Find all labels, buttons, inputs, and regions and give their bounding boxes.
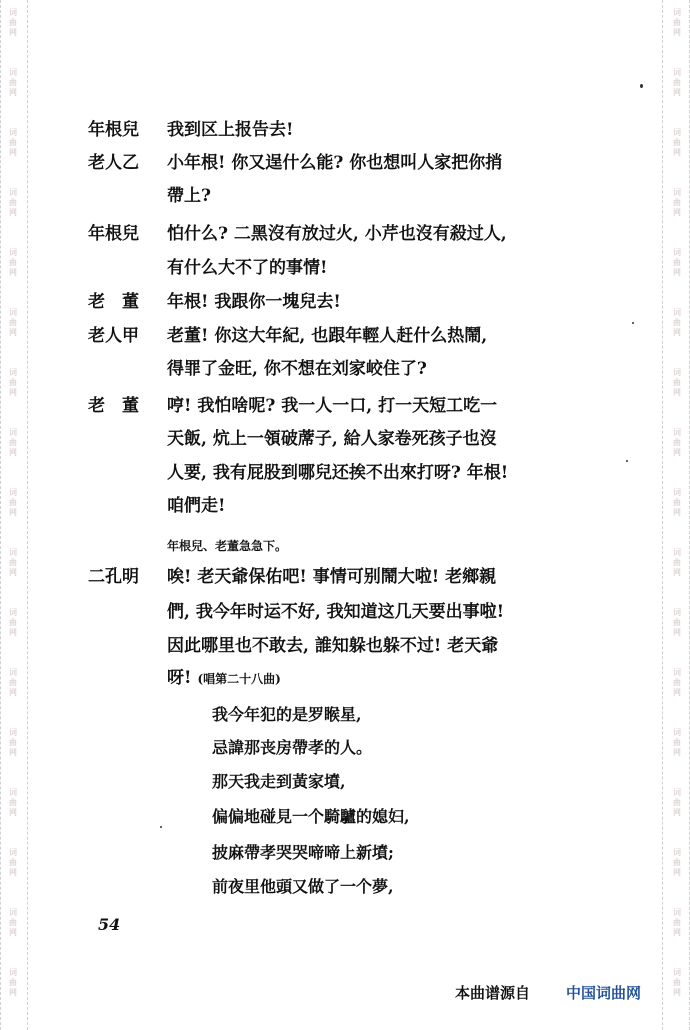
watermark-glyph: 词	[673, 308, 681, 317]
watermark-glyph: 词	[673, 788, 681, 797]
dialogue-text: 得罪了金旺, 你不想在刘家峧住了?	[167, 359, 427, 379]
watermark-glyph: 网	[9, 388, 17, 397]
watermark-glyph: 网	[673, 28, 681, 37]
source-label: 本曲谱源自	[455, 984, 531, 1002]
watermark-glyph: 曲	[673, 318, 681, 327]
watermark-glyph: 网	[9, 328, 17, 337]
watermark-glyph: 曲	[9, 438, 17, 447]
watermark-glyph: 曲	[673, 978, 681, 987]
dialogue-text: 唉! 老天爺保佑吧! 事情可别鬧大啦! 老鄉親	[167, 567, 497, 587]
watermark-glyph: 网	[673, 148, 681, 157]
speaker-label: 老人甲	[88, 326, 139, 346]
watermark-glyph: 曲	[9, 558, 17, 567]
watermark-glyph: 曲	[9, 18, 17, 27]
watermark-glyph: 网	[673, 928, 681, 937]
watermark-glyph: 网	[9, 508, 17, 517]
watermark-glyph: 曲	[673, 498, 681, 507]
watermark-glyph: 词	[9, 668, 17, 677]
watermark-glyph: 曲	[9, 978, 17, 987]
watermark-glyph: 曲	[9, 798, 17, 807]
watermark-glyph: 词	[673, 548, 681, 557]
dialogue-text: 們, 我今年时运不好, 我知道这几天要出事啦!	[167, 602, 505, 622]
watermark-glyph: 网	[673, 568, 681, 577]
watermark-glyph: 曲	[9, 78, 17, 87]
dialogue-text: 天飯, 炕上一領破蓆子, 給人家卷死孩子也沒	[167, 429, 497, 449]
watermark-glyph: 词	[673, 68, 681, 77]
watermark-glyph: 词	[9, 908, 17, 917]
dialogue-text: 我到区上报告去!	[167, 120, 294, 140]
watermark-glyph: 词	[9, 368, 17, 377]
watermark-glyph: 曲	[673, 378, 681, 387]
watermark-glyph: 词	[673, 728, 681, 737]
watermark-glyph: 网	[673, 988, 681, 997]
verse-line: 我今年犯的是罗睺星,	[212, 705, 362, 724]
watermark-glyph: 词	[9, 968, 17, 977]
speaker-label: 年根兒	[88, 224, 139, 244]
watermark-glyph: 网	[9, 688, 17, 697]
stage-direction: 年根兒、老董急急下。	[167, 539, 288, 553]
watermark-glyph: 词	[673, 608, 681, 617]
watermark-glyph: 词	[9, 8, 17, 17]
dialogue-text: 哼! 我怕啥呢? 我一人一口, 打一天短工吃一	[167, 396, 498, 416]
watermark-glyph: 词	[673, 428, 681, 437]
dialogue-text: 帶上?	[167, 186, 211, 206]
speaker-label: 老 董	[88, 396, 139, 416]
watermark-glyph: 词	[673, 188, 681, 197]
watermark-glyph: 网	[673, 208, 681, 217]
watermark-glyph: 曲	[9, 498, 17, 507]
verse-line: 那天我走到黃家墳,	[212, 772, 346, 791]
speaker-label: 老人乙	[88, 153, 139, 173]
watermark-glyph: 词	[9, 608, 17, 617]
watermark-glyph: 曲	[673, 18, 681, 27]
speck	[640, 84, 643, 88]
speaker-label: 年根兒	[88, 120, 139, 140]
watermark-glyph: 词	[9, 428, 17, 437]
dialogue-line-with-song-note	[167, 668, 281, 689]
dialogue-text: 人要, 我有屁股到哪兒还挨不出來打呀? 年根!	[167, 463, 509, 483]
watermark-glyph: 曲	[673, 198, 681, 207]
watermark-glyph: 网	[9, 868, 17, 877]
watermark-glyph: 词	[9, 488, 17, 497]
watermark-glyph: 词	[673, 488, 681, 497]
watermark-glyph: 曲	[673, 618, 681, 627]
watermark-glyph: 词	[9, 548, 17, 557]
dialogue-text: 咱們走!	[167, 496, 226, 516]
watermark-glyph: 词	[9, 728, 17, 737]
watermark-glyph: 网	[673, 268, 681, 277]
watermark-glyph: 网	[673, 748, 681, 757]
verse-line: 忌諱那丧房帶孝的人。	[212, 738, 373, 757]
watermark-glyph: 网	[673, 508, 681, 517]
watermark-glyph: 曲	[9, 198, 17, 207]
watermark-glyph: 曲	[673, 438, 681, 447]
watermark-glyph: 词	[673, 908, 681, 917]
watermark-glyph: 曲	[673, 918, 681, 927]
watermark-glyph: 曲	[9, 378, 17, 387]
watermark-glyph: 网	[9, 808, 17, 817]
speck	[632, 322, 634, 324]
verse-line: 偏偏地碰見一个騎驢的媳妇,	[212, 807, 410, 826]
watermark-glyph: 词	[673, 968, 681, 977]
watermark-glyph: 网	[9, 208, 17, 217]
watermark-glyph: 网	[673, 448, 681, 457]
watermark-glyph: 词	[673, 8, 681, 17]
watermark-glyph: 网	[9, 568, 17, 577]
watermark-glyph: 网	[9, 748, 17, 757]
verse-line: 披麻帶孝哭哭啼啼上新墳;	[212, 843, 394, 862]
watermark-glyph: 曲	[9, 678, 17, 687]
watermark-glyph: 曲	[673, 798, 681, 807]
watermark-glyph: 网	[673, 688, 681, 697]
watermark-glyph: 词	[673, 668, 681, 677]
watermark-glyph: 词	[9, 248, 17, 257]
speck	[626, 460, 628, 462]
watermark-glyph: 词	[673, 248, 681, 257]
watermark-glyph: 网	[9, 268, 17, 277]
watermark-glyph: 曲	[9, 918, 17, 927]
dialogue-text: 呀!	[167, 668, 192, 688]
dialogue-text: 因此哪里也不敢去, 誰知躲也躲不过! 老天爺	[167, 636, 499, 656]
watermark-glyph: 网	[673, 868, 681, 877]
dialogue-text: 有什么大不了的事情!	[167, 258, 328, 278]
watermark-glyph: 词	[673, 848, 681, 857]
verse-line: 前夜里他頭又做了一个夢,	[212, 877, 394, 896]
speaker-label: 老 董	[88, 292, 139, 312]
watermark-glyph: 曲	[673, 738, 681, 747]
watermark-glyph: 网	[673, 808, 681, 817]
watermark-glyph: 曲	[9, 138, 17, 147]
dialogue-text: 怕什么? 二黑沒有放过火, 小芹也沒有殺过人,	[167, 224, 507, 244]
song-note: (唱第二十八曲)	[197, 672, 281, 686]
watermark-glyph: 曲	[673, 678, 681, 687]
watermark-glyph: 网	[9, 448, 17, 457]
watermark-glyph: 词	[9, 788, 17, 797]
watermark-glyph: 网	[673, 328, 681, 337]
speck	[160, 826, 162, 828]
watermark-glyph: 曲	[673, 258, 681, 267]
watermark-glyph: 网	[673, 388, 681, 397]
page-number: 54	[98, 915, 121, 934]
watermark-glyph: 词	[9, 128, 17, 137]
watermark-glyph: 词	[673, 368, 681, 377]
watermark-glyph: 曲	[9, 738, 17, 747]
watermark-glyph: 曲	[673, 858, 681, 867]
watermark-glyph: 网	[9, 88, 17, 97]
source-site-link[interactable]: 中国词曲网	[566, 984, 642, 1002]
dialogue-text: 老董! 你这大年紀, 也跟年輕人赶什么热鬧,	[167, 326, 488, 346]
watermark-glyph: 曲	[673, 78, 681, 87]
watermark-glyph: 网	[673, 628, 681, 637]
watermark-glyph: 网	[9, 988, 17, 997]
watermark-glyph: 网	[9, 628, 17, 637]
watermark-glyph: 曲	[9, 618, 17, 627]
watermark-glyph: 词	[9, 308, 17, 317]
watermark-glyph: 曲	[9, 858, 17, 867]
watermark-glyph: 曲	[673, 138, 681, 147]
watermark-glyph: 词	[673, 128, 681, 137]
watermark-glyph: 曲	[9, 318, 17, 327]
watermark-glyph: 网	[673, 88, 681, 97]
watermark-glyph: 网	[9, 148, 17, 157]
watermark-glyph: 词	[9, 188, 17, 197]
watermark-glyph: 曲	[673, 558, 681, 567]
watermark-glyph: 网	[9, 28, 17, 37]
speaker-label: 二孔明	[88, 567, 139, 587]
watermark-glyph: 词	[9, 68, 17, 77]
watermark-glyph: 曲	[9, 258, 17, 267]
watermark-glyph: 词	[9, 848, 17, 857]
dialogue-text: 年根! 我跟你一塊兒去!	[167, 292, 341, 312]
watermark-glyph: 网	[9, 928, 17, 937]
dialogue-text: 小年根! 你又逞什么能? 你也想叫人家把你捎	[167, 153, 503, 173]
